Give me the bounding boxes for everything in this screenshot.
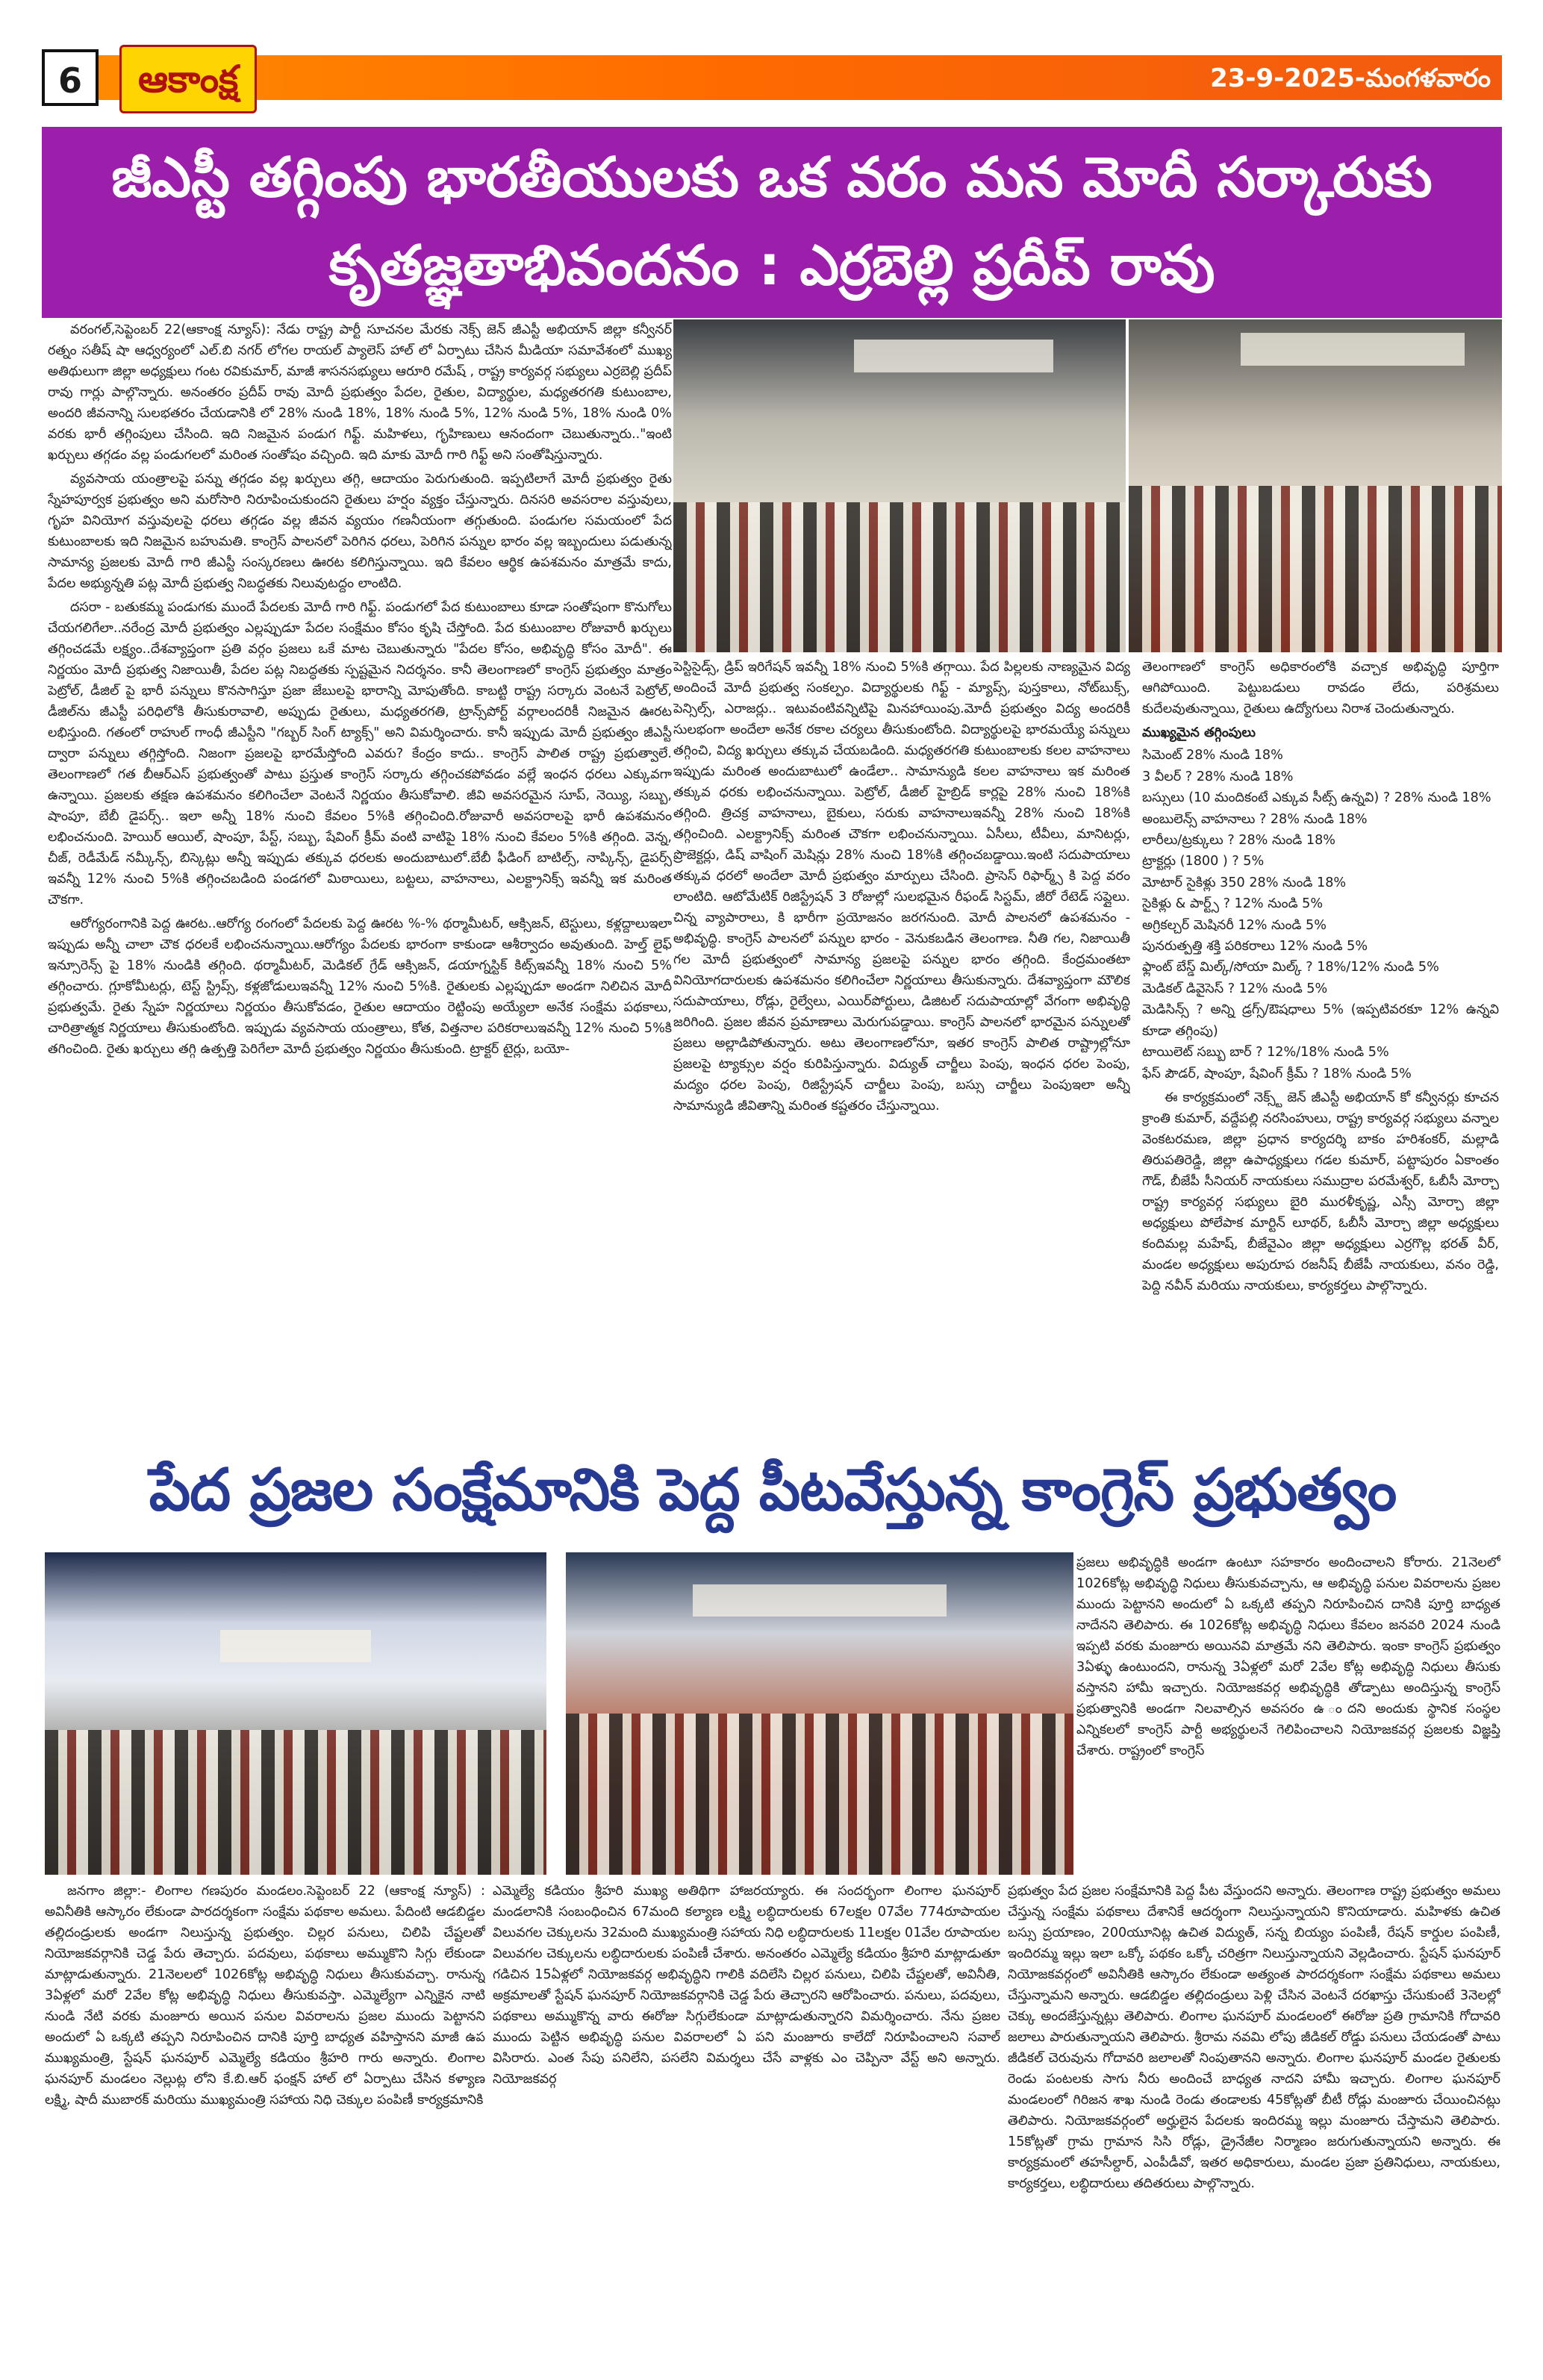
story1-paragraph: దసరా - బతుకమ్మ పండుగకు ముందే పేదలకు మోదీ గారి గిఫ్ట్. పండుగలో పేద కుటుంబాలు కూడా సంతోషంగా కొనుగోలు చేయగలిగేలా..నరేంద్ర మోదీ ప్రభుత్వం ఎల్లప్పుడూ పేదల సంక్షేమం కోసం కృషి చేస్తోంది. పేద కుటుంబాల రోజువారీ ఖర్చులు తగ్గించడమే లక్ష్యం..దేశవ్యాప్తంగా ప్రతి వర్గం ప్రజలు ఒకే మాట చెబుతున్నారు "పేదల కోసం, అభివృద్ధి కోసం మోదీ". ఈ నిర్ణయం మోదీ ప్రభుత్వ నిజాయితీ, పేదల పట్ల నిబద్ధతకు స్పష్టమైన నిదర్శనం. కానీ తెలంగాణలో కాంగ్రెస్ ప్రభుత్వం మాత్రం పెట్రోల్, డీజిల్ పై భారీ పన్నులు కొనసాగిస్తూ ప్రజా జేబులపై భారాన్ని మోపుతోంది. కాబట్టి రాష్ట్ర సర్కారు వెంటనే పెట్రోల్, డీజిల్‌ను జీఎస్టీ పరిధిలోకి తీసుకురావాలి, అప్పుడు రైతులు, మధ్యతరగతి, ట్రాన్స్‌పోర్ట్ వర్గాలందరికీ నిజమైన ఊరట లభిస్తుంది. గతంలో రాహుల్ గాంధీ జీఎస్టీని "గబ్బర్ సింగ్ ట్యాక్స్" అని విమర్శించారు. కానీ ఇప్పుడు మోదీ ప్రభుత్వం జీఎస్టీ ద్వారా పన్నులు తగ్గిస్తోంది. నిజంగా ప్రజలపై భారమేస్తోంది ఎవరు? కేంద్రం కాదు.. కాంగ్రెస్ పాలిత రాష్ట్ర ప్రభుత్వాలే. తెలంగాణలో గత బీఆర్ఎస్ ప్రభుత్వంతో పాటు ప్రస్తుత కాంగ్రెస్ సర్కారు తగ్గించకపోవడం వల్లే ఇంధన ధరలు ఎక్కువగా ఉన్నాయి. ప్రజలకు తక్షణ ఉపశమనం కలిగించేలా వెంటనే నిర్ణయం తీసుకోవాలి. జీవి అవసరమైన సూప్, నెయ్యి, సబ్బు, షాంపూ, బేబీ డైపర్స్.. ఇలా అన్నీ 18% నుంచి కేవలం 5%కి తగ్గించింది.రోజువారీ అవసరాలపై భారీ ఉపశమనం లభించనుంది. హెయిర్ ఆయిల్, షాంపూ, పేస్ట్, సబ్బు, షేవింగ్ క్రీమ్ వంటి వాటిపై 18% నుంచి కేవలం 5%కి తగ్గింది. వెన్న, చీజ్, రెడీమేడ్ నమ్కీన్స్, బిస్కెట్లు అన్నీ ఇప్పుడు తక్కువ ధరలకు అందుబాటులో.బేబీ ఫీడింగ్ బాటిల్స్, నాప్కిన్స్, డైపర్స్ ఇవన్నీ 12% నుంచి 5%కి తగ్గించబడింది పండగలో మిఠాయిలు, బట్టలు, వాహనాలు, ఎలక్ట్రానిక్స్ ఇవన్నీ ఇక మరింత చౌకగా. [48, 600, 672, 908]
story2-paragraph: ప్రజలు అభివృద్ధికి అండగా ఉంటూ సహకారం అందించాలని కోరారు. 21నెలలో 1026కోట్ల అభివృద్ధి నిధులు తీసుకువచ్చాను, ఆ అభివృద్ధి పనుల వివరాలను ప్రజల ముందు పెట్టానని అందులో ఏ ఒక్కటి తప్పని నిరూపించిన దానికి పూర్తి బాధ్యత నాదేనని తెలిపారు. ఈ 1026కోట్ల అభివృద్ధి నిధులు కేవలం జనవరి 2024 నుండి ఇప్పటి వరకు మంజూరు అయినవి మాత్రమే నని తెలిపారు. ఇంకా కాంగ్రెస్ ప్రభుత్వం 3ఏళ్ళు ఉంటుందని, రానున్న 3ఏళ్లలో మరో 2వేల కోట్ల అభివృద్ధి నిధులు తీసుకు వస్తానని హామీ ఇచ్చారు. నియోజకవర్గ అభివృద్ధికి తోడ్పాటు అందిస్తున్న కాంగ్రెస్ ప్రభుత్వానికి అండగా నిలవాల్సిన అవసరం ఉ ందని అందుకు స్థానిక సంస్థల ఎన్నికలలో కాంగ్రెస్ పార్టీ అభ్యర్థులనే గెలిపించాలని నియోజకవర్గ ప్రజలకు విజ్ఞప్తి చేశారు. రాష్ట్రంలో కాంగ్రెస్ [1076, 1555, 1500, 1758]
story2-headline: పేద ప్రజల సంక్షేమానికి పెద్ద పీటవేస్తున్న కాంగ్రెస్ ప్రభుత్వం [149, 1457, 1397, 1524]
story1-paragraph: వరంగల్,సెప్టెంబర్ 22(ఆకాంక్ష న్యూస్): నేడు రాష్ట్ర పార్టీ సూచనల మేరకు నెక్స్ జెన్ జీఎస్టీ అభియాన్ జిల్లా కన్వీనర్ రత్నం సతీష్ షా ఆధ్వర్యంలో ఎల్.బి నగర్ లోగల రాయల్ ప్యాలెస్ హాల్ లో ఏర్పాటు చేసిన మీడియా సమావేశంలో ముఖ్య అతిథులుగా జిల్లా అధ్యక్షులు గంట రవికుమార్, మాజీ శాసనసభ్యులు ఆరూరి రమేష్ , రాష్ట్ర కార్యవర్గ సభ్యులు ఎర్రబెల్లి ప్రదీప్ రావు గార్లు పాల్గొన్నారు. అనంతరం ప్రదీప్ రావు మోదీ ప్రభుత్వం పేదల, రైతుల, విద్యార్థుల, మధ్యతరగతి కుటుంబాల, అందరి జీవనాన్ని సులభతరం చేయడానికి లో 28% నుండి 18%, 18% నుండి 5%, 12% నుండి 5%, 18% నుండి 0% వరకు భారీ తగ్గింపులు చేసింది. ఇది నిజమైన పండుగ గిఫ్ట్. మహిళలు, గృహిణులు ఆనందంగా చెబుతున్నారు.."ఇంటి ఖర్చులు తగ్గడం వల్ల పండుగలలో మరింత సంతోషం వచ్చింది. ఇది మాకు మోదీ గారి గిఫ్ట్ అని సంతోషిస్తున్నారు. [48, 322, 672, 463]
story2-paragraph: జనగాం జిల్లా:- లింగాల గణపురం మండలం.సెప్టెంబర్ 22 (ఆకాంక్ష న్యూస్) : అవినీతికి ఆస్కారం లేకుండా పారదర్శకంగా సంక్షేమ పథకాల అమలు. పేదింటి ఆడబిడ్డల తల్లిదండ్రులకు అండగా నిలుస్తున్న ప్రభుత్వం. చిల్లర పనులు, చిలిపి చేష్టలతో నియోజకవర్గానికి చెడ్డ పేరు తెచ్చారు. పదవులు, పథకాలు అమ్ముకొని సిగ్గు లేకుండా మాట్లాడుతున్నారు. 21నెలలలో 1026కోట్ల అభివృద్ధి నిధులు తీసుకువచ్చా. రానున్న 3ఏళ్లలో మరో 2వేల కోట్ల అభివృద్ధి నిధులు తీసుకువస్తా. ఎమ్మెల్యేగా ఎన్నికైన నాటి నుండి నేటి వరకు మంజూరు అయిన పనుల వివరాలను ప్రజల ముందు పెట్టానని అందులో ఏ ఒక్కటి తప్పని నిరూపించిన దానికి పూర్తి బాధ్యత వహిస్తానని మాజీ ఉప ముఖ్యమంత్రి, స్టేషన్ ఘనపూర్ ఎమ్మెల్యే కడియం శ్రీహరి గారు అన్నారు. లింగాల ఘనపూర్ మండలం నెల్లుట్ల లోని కే.బి.ఆర్ ఫంక్షన్ హాల్ లో ఏర్పాటు చేసిన కళ్యాణ లక్ష్మి, షాదీ ముబారక్ మరియు ముఖ్యమంత్రి సహాయ నిధి చెక్కుల పంపిణీ కార్యక్రమానికి [45, 1884, 485, 2108]
newspaper-logo: ఆకాంక్ష [119, 45, 257, 113]
press-meet-photo-1 [673, 319, 1126, 652]
story1-headline [42, 127, 1502, 318]
rate-item: మోటార్ సైకిళ్లు 350 28% నుండి 18% [1142, 875, 1347, 890]
rate-item: సిమెంట్ 28% నుండి 18% [1142, 748, 1283, 763]
rates-heading: ముఖ్యమైన తగ్గింపులు [1142, 725, 1256, 740]
story2-column-3 [1008, 1881, 1500, 2314]
story1-column-2 [673, 657, 1130, 1403]
story1-paragraph: ఆరోగ్యరంగానికి పెద్ద ఊరట..ఆరోగ్య రంగంలో పేదలకు పెద్ద ఊరట %-% థర్మామీటర్, ఆక్సిజన్, టెస్టులు, కళ్లద్దాలుఇలా ఇప్పుడు అన్నీ చాలా చౌక ధరలకే లభించనున్నాయి.ఆరోగ్యం పేదలకు భారంగా కాకుండా ఆశీర్వాదం అవుతుంది. హెల్త్ లైఫ్ ఇన్సూరెన్స్ పై 18% నుండికి తగ్గింది. థర్మామీటర్, మెడికల్ గ్రేడ్ ఆక్సిజన్, డయాగ్నస్టిక్ కిట్స్‌ఇవన్నీ 18% నుంచి 5% తగ్గించారు. గ్లూకోమీటర్లు, టెస్ట్ స్ట్రిప్స్, కళ్లజోడులుఇవన్నీ 12% నుంచి 5%కి. రైతులకు ఎల్లప్పుడూ అండగా నిలిచిన మోదీ ప్రభుత్వమే. రైతు స్నేహ నిర్ణయాలు నిర్ణయం తీసుకోవడం, రైతుల ఆదాయం రెట్టింపు అయ్యేలా అనేక సంక్షేమ పథకాలు, చారిత్రాత్మక నిర్ణయాలు తీసుకుంటోంది. ఇప్పుడు వ్యవసాయ యంత్రాలు, కోత, విత్తనాల పరికరాలుఇవన్నీ 12% నుంచి 5%కి తగించింది. రైతు ఖర్చులు తగ్గి ఉత్పత్తి పెరిగేలా మోదీ ప్రభుత్వం నిర్ణయం తీసుకుంది. ట్రాక్టర్ టైర్లు, బయో- [48, 916, 672, 1057]
story2-column-2 [493, 1881, 1000, 2314]
story1-column-3 [1142, 657, 1499, 1403]
story2-paragraph: ఎమ్మెల్యే కడియం శ్రీహరి ముఖ్య అతిథిగా హాజరయ్యారు. ఈ సందర్భంగా లింగాల ఘనపూర్ మండలానికి సంబంధించిన 67మంది కల్యాణ లక్ష్మి లబ్ధిదారులకు 67లక్షల 07వేల 774రూపాయల విలువగల చెక్కులను 32మంది ముఖ్యమంత్రి సహాయ నిధి లబ్ధిదారులకు 11లక్షల 01వేల రూపాయల విలువగల చెక్కులను లబ్ధిదారులకు పంపిణీ చేశారు. అనంతరం ఎమ్మెల్యే కడియం శ్రీహరి మాట్లాడుతూ గడిచిన 15ఏళ్లలో నియోజకవర్గ అభివృద్ధిని గాలికి వదిలేసి చిల్లర పనులు, చిలిపి చేష్టలతో, అవినీతి, అక్రమాలతో స్టేషన్ ఘనపూర్ నియోజకవర్గానికి చెడ్డ పేరు తెచ్చారని ఆరోపించారు. పనులు, పదవులు, పథకాలు అమ్ముకొన్న వారు ఈరోజు సిగ్గులేకుండా మాట్లాడుతున్నారని విమర్శించారు. నేను ప్రజల ముందు పెట్టిన అభివృద్ధి పనుల వివరాలలో ఏ పని మంజూరు కాలేదో నిరూపించాలని సవాల్ విసిరారు. ఎంత సేపు పనిలేని, పసలేని విమర్శలు చేసే వాళ్లకు ఎం చెప్పినా వేస్ట్ అని అన్నారు. నియోజకవర్గ [493, 1884, 1000, 2087]
story1-paragraph: పెస్టిసైడ్స్, డ్రిప్ ఇరిగేషన్ ఇవన్నీ 18% నుంచి 5%కి తగ్గాయి. పేద పిల్లలకు నాణ్యమైన విద్య అందించే మోదీ ప్రభుత్వ సంకల్పం. విద్యార్థులకు గిఫ్ట్ - మ్యాప్స్, పుస్తకాలు, నోట్‌బుక్స్, పెన్సిల్స్, ఎరాజర్లు.. ఇటువంటివన్నిటిపై మినహాయింపు.మోదీ ప్రభుత్వం విద్య అందరికీ సులభంగా అందేలా అనేక రకాల చర్యలు తీసుకుంటోంది. విద్యార్థులపై భారమయ్యే పన్నులు తగ్గించి, విద్య ఖర్చులు తక్కువ చేయబడింది. మధ్యతరగతి కుటుంబాలకు కలల వాహనాలు ఇప్పుడు మరింత అందుబాటులో ఉండేలా.. సామాన్యుడి కలల వాహనాలు ఇక మరింత తక్కువ ధరకు లభించనున్నాయి. పెట్రోల్, డీజిల్ హైబ్రిడ్ కార్లపై 28% నుంచి 18%కి తగ్గింది. త్రిచక్ర వాహనాలు, బైకులు, సరుకు వాహనాలుఇవన్నీ 28% నుంచి 18%కి తగ్గించింది. ఎలక్ట్రానిక్స్ మరింత చౌకగా లభించనున్నాయి. ఏసీలు, టీవీలు, మానిటర్లు, ప్రొజెక్టర్లు, డిష్ వాషింగ్ మెషిన్లు 28% నుంచి 18%కి తగ్గించబడ్డాయి.ఇంటి సదుపాయాలు తక్కువ ధరలో అందేలా మోదీ ప్రభుత్వం మార్పులు చేసింది. ప్రాసెస్ రిఫార్మ్స్ కి పెద్ద వరం లాంటిది. ఆటోమేటిక్ రిజిస్ట్రేషన్ 3 రోజుల్లో సులభమైన రీఫండ్ సిస్టమ్, జీరో రేటెడ్ సప్లైలు. చిన్న వ్యాపారాలు, కి భారీగా ప్రయోజనం జరగనుంది. మోదీ పాలనలో ఉపశమనం - అభివృద్ధి. కాంగ్రెస్ పాలనలో పన్నుల భారం - వెనుకబడిన తెలంగాణ. నీతి గల, నిజాయితీ గల మోదీ ప్రభుత్వంలో సామాన్య ప్రజలపై పన్నుల భారం తగ్గింది. కేంద్రమంతటా వినియోగదారులకు ఉపశమనం కలిగించేలా నిర్ణయాలు తీసుకున్నారు. దేశవ్యాప్తంగా మౌలిక సదుపాయాలు, రోడ్లు, రైల్వేలు, ఎయిర్‌పోర్టులు, డిజిటల్ సదుపాయాల్లో వేగంగా అభివృద్ధి జరిగింది. ప్రజల జీవన ప్రమాణాలు మెరుగుపడ్డాయి. కాంగ్రెస్ పాలనలో భారమైన పన్నులతో ప్రజలు అల్లాడిపోతున్నారు. అటు తెలంగాణలోనూ, ఇతర కాంగ్రెస్ పాలిత రాష్ట్రాల్లోనూ ప్రజలపై ట్యాక్సుల వర్షం కురిపిస్తున్నారు. విద్యుత్ చార్జీలు పెంపు, ఇంధన ధరల పెంపు, మద్యం ధరల పెంపు, రిజిస్ట్రేషన్ చార్జీలు పెంపు, బస్సు చార్జీలు పెంపుఇలా అన్నీ సామాన్యుడి జీవితాన్ని మరింత కష్టతరం చేస్తున్నాయి. [673, 660, 1130, 1114]
story1-column-1 [48, 319, 672, 1394]
story2-paragraph: ప్రభుత్వం పేద ప్రజల సంక్షేమానికి పెద్ద పీట వేస్తుందని అన్నారు. తెలంగాణ రాష్ట్ర ప్రభుత్వం అమలు చేస్తున్న సంక్షేమ పథకాలు దేశానికే ఆదర్శంగా నిలుస్తున్నాయని కొనియాడారు. మహిళకు ఉచిత బస్సు ప్రయాణం, 200యూనిట్ల ఉచిత విద్యుత్, సన్న బియ్యం పంపిణీ, రేషన్ కార్డుల పంపిణీ, ఇందిరమ్మ ఇల్లు ఇలా ఒక్కో పథకం ఒక్కో చరిత్రగా నిలుస్తున్నాయని వెల్లడించారు. స్టేషన్ ఘనపూర్ నియోజకవర్గంలో అవినీతికి ఆస్కారం లేకుండా అత్యంత పారదర్శకంగా సంక్షేమ పథకాలు అమలు చేస్తున్నామని అన్నారు. ఆడబిడ్డల తల్లిదండ్రులు పెళ్లి చేసిన వెంటనే దరఖాస్తు చేసుకుంటే 3నెలల్లో చెక్కు అందజేస్తున్నట్లు తెలిపారు. లింగాల ఘనపూర్ మండలంలో ఈరోజు ప్రతి గ్రామానికి గోదావరి జలాలు పారుతున్నాయని తెలిపారు. శ్రీరామ నవమి లోపు జీడికల్ రోడ్డు పనులు చేయడంతో పాటు జీడికల్ చెరువును గోదావరి జలాలతో నింపుతానని అన్నారు. లింగాల ఘనపూర్ మండల రైతులకు రెండు పంటలకు సాగు నీరు అందించే బాధ్యత నాదని హామీ ఇచ్చారు. లింగాల ఘనపూర్ మండలంలో గిరిజన శాఖ నుండి రెండు తండాలకు 45కోట్లతో బీటీ రోడ్లు మంజూరు చేయించినట్లు తెలిపారు. నియోజకవర్గంలో అర్హులైన పేదలకు ఇందిరమ్మ ఇల్లు మంజూరు చేస్తామని తెలిపారు. 15కోట్లతో గ్రామ గ్రామాన సిసి రోడ్లు, డ్రైనేజీల నిర్మాణం జరుగుతున్నాయని అన్నారు. ఈ కార్యక్రమంలో తహసీల్దార్, ఎంపీడీవో, ఇతర అధికారులు, మండల ప్రజా ప్రతినిధులు, నాయకులు, కార్యకర్తలు, లబ్ధిదారులు తదితరులు పాల్గొన్నారు. [1008, 1884, 1500, 2191]
story2-column-1 [45, 1881, 485, 2314]
event-photo-2 [566, 1552, 1073, 1875]
rate-item: టాయిలెట్ సబ్బు బార్ ? 12%/18% నుండి 5% [1142, 1045, 1389, 1061]
rate-item: ట్రాక్టర్లు (1800 ) ? 5% [1142, 854, 1265, 869]
rate-item: మెడిసిన్స్ ? అన్ని డ్రగ్స్/ఔషధాలు 5% (ఇప్పటివరకూ 12% ఉన్నవి కూడా తగ్గింపు) [1142, 1002, 1499, 1039]
rate-item: మెడికల్ డివైసెస్ ? 12% నుండి 5% [1142, 981, 1328, 996]
event-photo-1 [45, 1552, 546, 1875]
rate-item: ఫేస్ పౌడర్, షాంపూ, షేవింగ్ క్రీమ్ ? 18% నుండి 5% [1142, 1066, 1412, 1081]
rate-item: అగ్రికల్చర్ మెషినరీ 12% నుండి 5% [1142, 917, 1327, 933]
press-meet-photo-2 [1129, 319, 1502, 652]
story1-headline-line2: కృతజ్ఞతాభివందనం : ఎర్రబెల్లి ప్రదీప్ రావు [328, 234, 1215, 298]
page-number: 6 [42, 49, 99, 106]
rate-item: ఫ్లాంట్ బేస్డ్ మిల్క్/సోయా మిల్క్ ? 18%/12% నుండి 5% [1142, 960, 1439, 975]
story1-headline-line1: జీఎస్టీ తగ్గింపు భారతీయులకు ఒక వరం మన మోదీ సర్కారుకు [111, 146, 1433, 210]
rate-item: సైకిళ్లు & పార్ట్స్ ? 12% నుండి 5% [1142, 896, 1324, 912]
story1-paragraph: వ్యవసాయ యంత్రాలపై పన్ను తగ్గడం వల్ల ఖర్చులు తగ్గి, ఆదాయం పెరుగుతుంది. ఇప్పటిలాగే మోదీ ప్రభుత్వం రైతు స్నేహపూర్వక ప్రభుత్వం అని మరోసారి నిరూపించుకుందని రైతులు హర్షం వ్యక్తం చేస్తున్నారు. దినసరి అవసరాల వస్తువులు, గృహ వినియోగ వస్తువులపై ధరలు తగ్గడం వల్ల జీవన వ్యయం గణనీయంగా తగ్గుతుంది. పండుగల సమయంలో పేద కుటుంబాలకు ఇది నిజమైన బహుమతి. కాంగ్రెస్ పాలనలో పెరిగిన ధరలు, పెరిగిన పన్నుల భారం వల్ల ఇబ్బందులు పడుతున్న సామాన్య ప్రజలకు మోదీ గారి జీఎస్టీ సంస్కరణలు ఊరట కలిగిస్తున్నాయి. ఇది కేవలం ఆర్థిక ఉపశమనం మాత్రమే కాదు, పేదల అభ్యున్నతి పట్ల మోదీ ప్రభుత్వ నిబద్ధతకు నిలువుటద్దం లాంటిది. [48, 472, 672, 591]
rate-item: బస్సులు (10 మందికంటే ఎక్కువ సీట్స్ ఉన్నవి) ? 28% నుండి 18% [1142, 790, 1491, 806]
issue-date: 23-9-2025-మంగళవారం [1210, 63, 1491, 93]
story1-paragraph: తెలంగాణలో కాంగ్రెస్ అధికారంలోకి వచ్చాక అభివృద్ధి పూర్తిగా ఆగిపోయింది. పెట్టుబడులు రావడం లేదు, పరిశ్రమలు కుదేలవుతున్నాయి, రైతులు ఉద్యోగులు నిరాశ చెందుతున్నారు. [1142, 660, 1499, 716]
rate-item: పునరుత్పత్తి శక్తి పరికరాలు 12% నుండి 5% [1142, 939, 1368, 955]
story1-paragraph: ఈ కార్యక్రమంలో నెక్స్ట్ జెన్ జీఎస్టీ అభియాన్ కో కన్వీనర్లు కూచన క్రాంతి కుమార్, వద్దేపల్లి నరసింహులు, రాష్ట్ర కార్యవర్గ సభ్యులు వన్నాల వెంకటరమణ, జిల్లా ప్రధాన కార్యదర్శి బాకం హరిశంకర్, మల్లాడి తిరుపతిరెడ్డి, జిల్లా ఉపాధ్యక్షులు గడల కుమార్, పట్టాపురం ఏకాంతం గౌడ్, బీజేపీ సీనియర్ నాయకులు సముద్రాల పరమేశ్వర్, ఓబీసీ మోర్చా రాష్ట్ర కార్యవర్గ సభ్యులు బైరి మురళీకృష్ణ, ఎస్సీ మోర్చా జిల్లా అధ్యక్షులు పోలేపాక మార్టిన్ లూథర్, ఓబీసీ మోర్చా జిల్లా అధ్యక్షులు కందిమల్ల మహేష్, బీజేవైఎం జిల్లా అధ్యక్షులు ఎర్రగొల్ల భరత్ వీర్, మండల అధ్యక్షులు అపురూప రజనీష్ బీజేపీ నాయకులు, వనం రెడ్డి, పెద్ది నవీన్ మరియు నాయకులు, కార్యకర్తలు పాల్గొన్నారు. [1142, 1090, 1499, 1293]
rate-item: అంబులెన్స్ వాహనాలు ? 28% నుండి 18% [1142, 811, 1368, 827]
story2-top-right [1076, 1552, 1500, 1875]
rate-item: లారీలు/ట్రక్కులు ? 28% నుండి 18% [1142, 833, 1336, 849]
rate-item: 3 వీలర్ ? 28% నుండి 18% [1142, 769, 1294, 784]
